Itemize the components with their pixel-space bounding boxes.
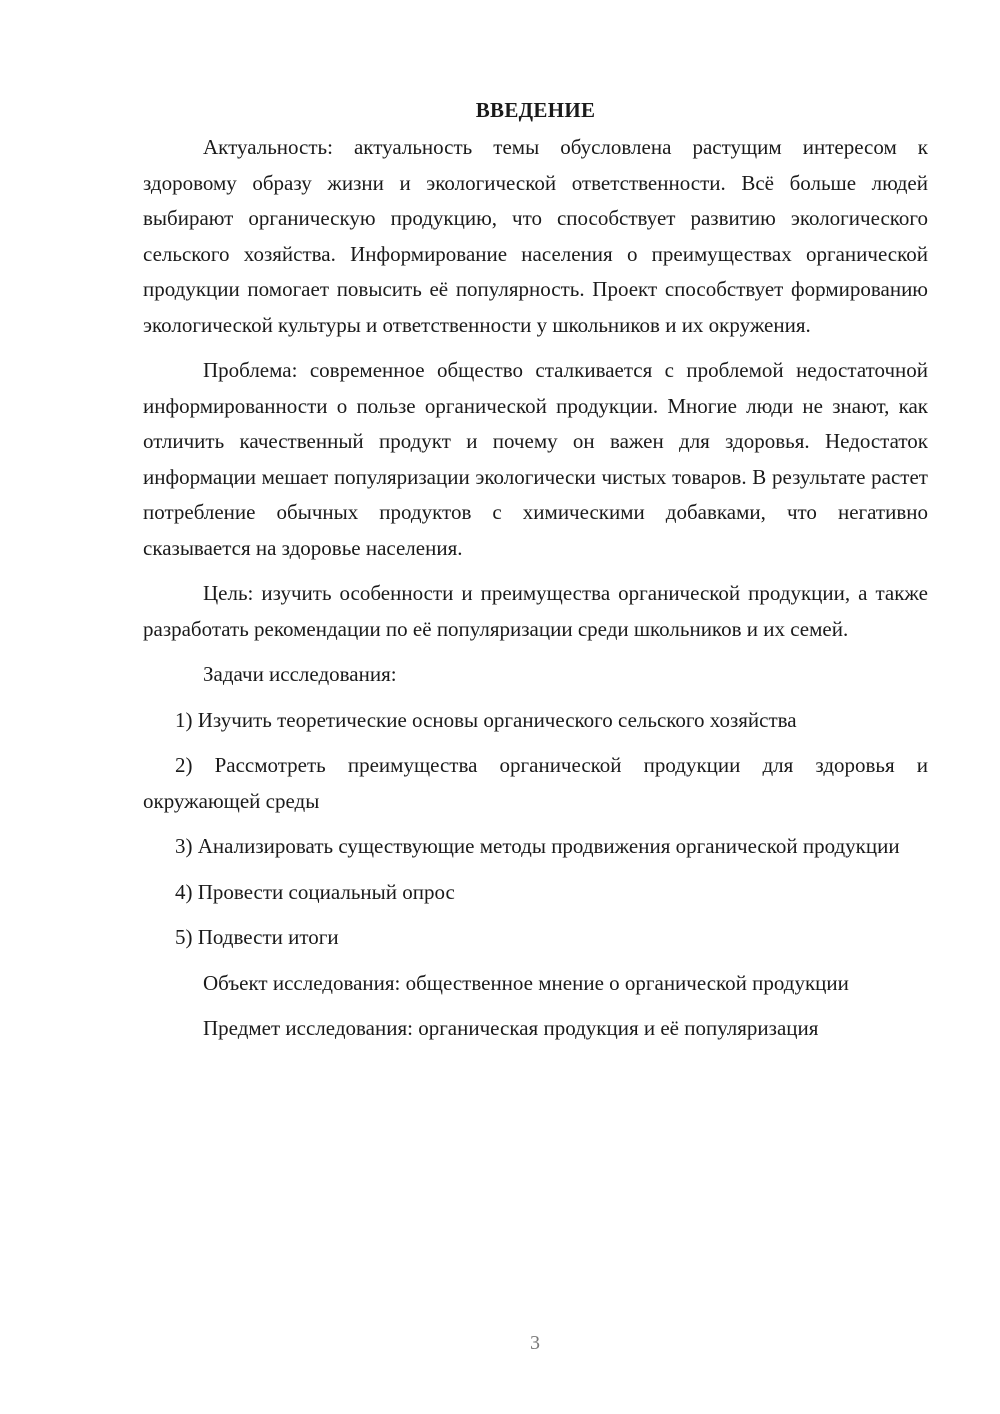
task-item-2: 2) Рассмотреть преимущества органической продукции для здоровья и окружающей среды <box>143 753 928 813</box>
task-item-5: 5) Подвести итоги <box>175 925 339 949</box>
goal-paragraph: Цель: изучить особенности и преимущества органической продукции, а также разработать рекомендации по её популяризации среди школьников и их семей. <box>143 581 928 641</box>
tasks-heading: Задачи исследования: <box>203 662 397 686</box>
page-number: 3 <box>530 1332 540 1354</box>
document-page <box>143 92 928 1057</box>
problem-paragraph: Проблема: современное общество сталкивается с проблемой недостаточной информированности о пользе органической продукции. Многие люди не знают, как отличить качественный продукт и почему он важен для здоровья. Недостаток информации мешает популяризации экологически чистых товаров. В результате растет потребление обычных продуктов с химическими добавками, что негативно сказывается на здоровье населения. <box>143 358 928 560</box>
task-item-3: 3) Анализировать существующие методы продвижения органической продукции <box>175 834 900 858</box>
relevance-paragraph: Актуальность: актуальность темы обусловлена растущим интересом к здоровому образу жизни и экологической ответственности. Всё больше людей выбирают органическую продукцию, что способствует развитию экологического сельского хозяйства. Информирование населения о преимуществах органической продукции помогает повысить её популярность. Проект способствует формированию экологической культуры и ответственности у школьников и их окружения. <box>143 135 928 337</box>
tasks-list <box>143 703 928 956</box>
task-item-1: 1) Изучить теоретические основы органического сельского хозяйства <box>175 707 797 732</box>
subject-paragraph: Предмет исследования: органическая продукция и её популяризация <box>203 1016 819 1040</box>
object-paragraph: Объект исследования: общественное мнение о органической продукции <box>203 970 849 995</box>
task-item-4: 4) Провести социальный опрос <box>175 879 455 904</box>
section-heading: ВВЕДЕНИЕ <box>475 98 596 122</box>
